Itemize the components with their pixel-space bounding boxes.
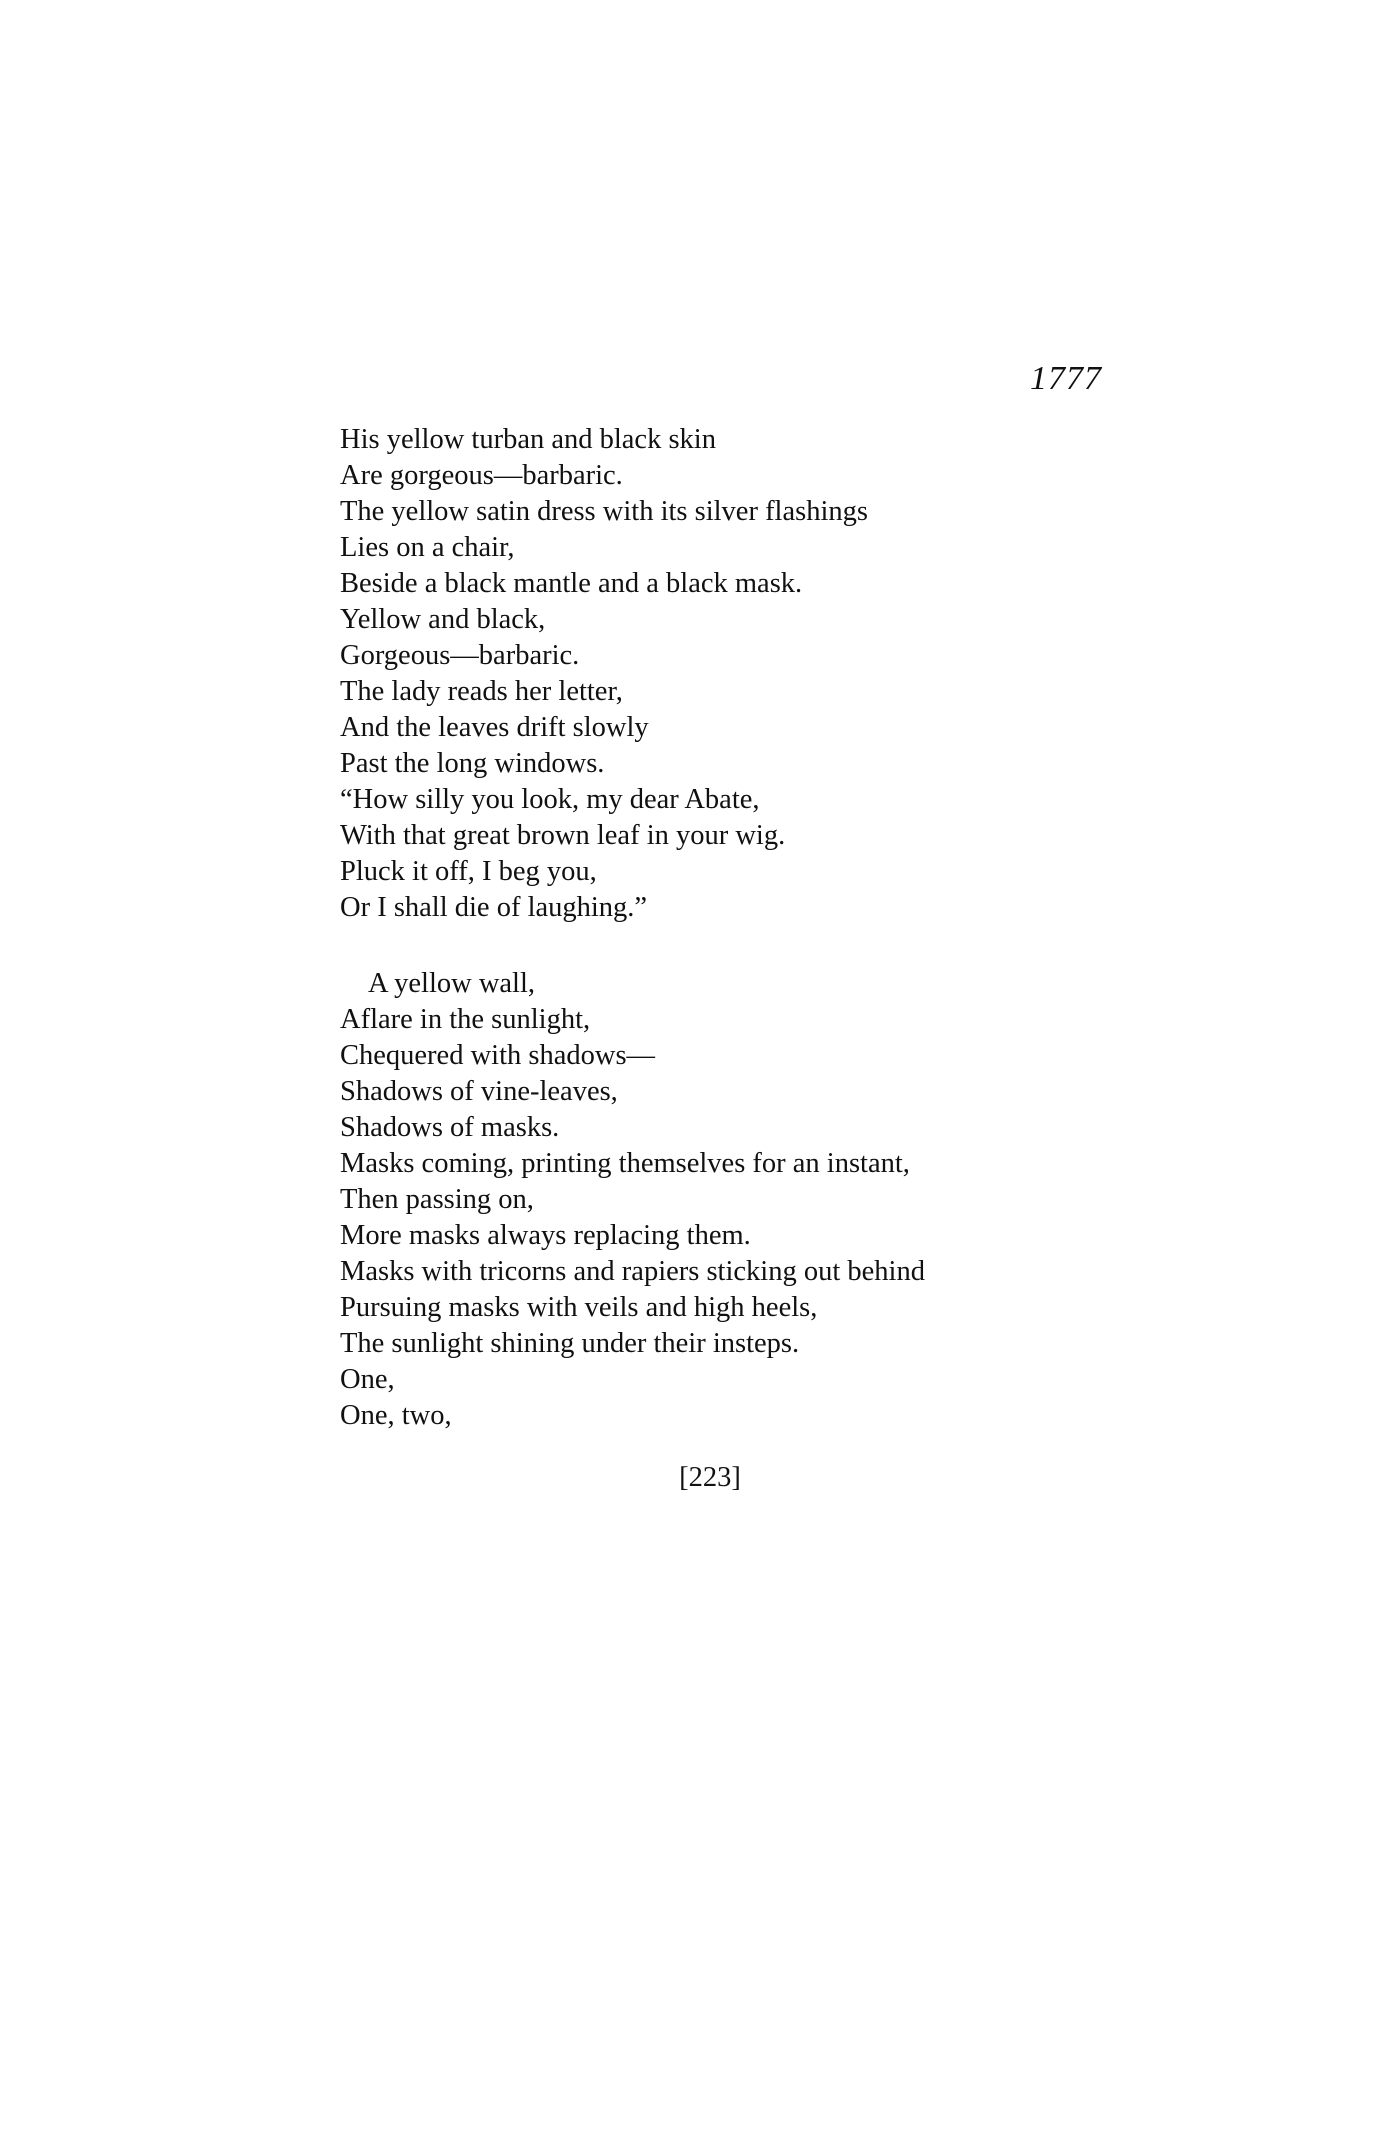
verse-line: Yellow and black, (340, 604, 546, 635)
verse-line: Or I shall die of laughing.” (340, 892, 648, 923)
verse-line: One, two, (340, 1400, 452, 1431)
stanza-2 (340, 966, 1240, 1434)
verse-line: The yellow satin dress with its silver flashings (340, 496, 868, 527)
verse-line: Masks coming, printing themselves for an instant, (340, 1148, 910, 1179)
verse-line: The sunlight shining under their insteps. (340, 1328, 800, 1359)
running-head: 1777 (1030, 360, 1102, 397)
verse-line: “How silly you look, my dear Abate, (340, 784, 760, 815)
verse-line: Chequered with shadows— (340, 1040, 656, 1071)
verse-line: With that great brown leaf in your wig. (340, 820, 786, 851)
verse-line: His yellow turban and black skin (340, 424, 716, 455)
verse-line: And the leaves drift slowly (340, 712, 649, 743)
verse-line: Pursuing masks with veils and high heels, (340, 1292, 818, 1323)
verse-line: Then passing on, (340, 1184, 534, 1215)
verse-line: Are gorgeous—barbaric. (340, 460, 623, 491)
stanza-1 (340, 422, 1240, 926)
verse-line: Shadows of vine-leaves, (340, 1076, 618, 1107)
verse-line: More masks always replacing them. (340, 1220, 751, 1251)
verse-line: Gorgeous—barbaric. (340, 640, 580, 671)
verse-line: One, (340, 1364, 395, 1395)
page-number: [223] (679, 1462, 741, 1493)
verse-line: Lies on a chair, (340, 532, 515, 563)
verse-line: Shadows of masks. (340, 1112, 560, 1143)
verse-line: Pluck it off, I beg you, (340, 856, 597, 887)
verse-line: Beside a black mantle and a black mask. (340, 568, 803, 599)
verse-line: Past the long windows. (340, 748, 605, 779)
verse-line: Aflare in the sunlight, (340, 1004, 591, 1035)
verse-line: The lady reads her letter, (340, 676, 623, 707)
verse-line: Masks with tricorns and rapiers sticking out behind (340, 1256, 925, 1287)
verse-line-indented: A yellow wall, (368, 968, 536, 999)
